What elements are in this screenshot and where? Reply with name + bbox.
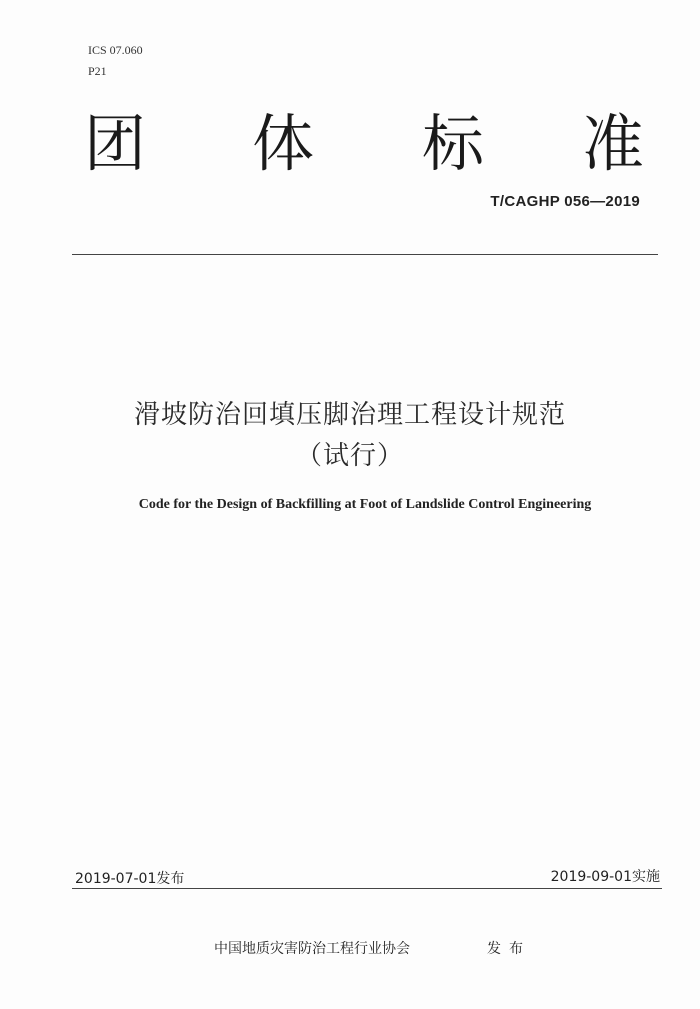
implement-date: 2019-09-01实施 <box>550 869 660 885</box>
document-subtitle-cn: （试行） <box>295 441 404 471</box>
standard-type-char: 准 <box>582 107 645 180</box>
standard-type-char: 体 <box>252 107 315 180</box>
ccs-code: P21 <box>88 64 107 78</box>
document-title-cn: 滑坡防治回填压脚治理工程设计规范 <box>133 400 566 430</box>
publisher-name: 中国地质灾害防治工程行业协会 <box>214 941 410 957</box>
standard-type-heading <box>84 104 654 184</box>
issue-date: 2019-07-01发布 <box>75 871 185 887</box>
ics-code: ICS 07.060 <box>88 43 143 57</box>
document-title-en: Code for the Design of Backfilling at Foot of Landslide Control Engineering <box>138 497 592 512</box>
standard-type-char: 团 <box>84 107 147 180</box>
publish-label: 发布 <box>487 941 531 957</box>
standard-type-char: 标 <box>422 107 485 180</box>
standard-number: T/CAGHP 056—2019 <box>490 193 640 210</box>
bottom-divider <box>72 888 662 889</box>
top-divider <box>72 254 658 255</box>
classification-block <box>88 40 143 82</box>
